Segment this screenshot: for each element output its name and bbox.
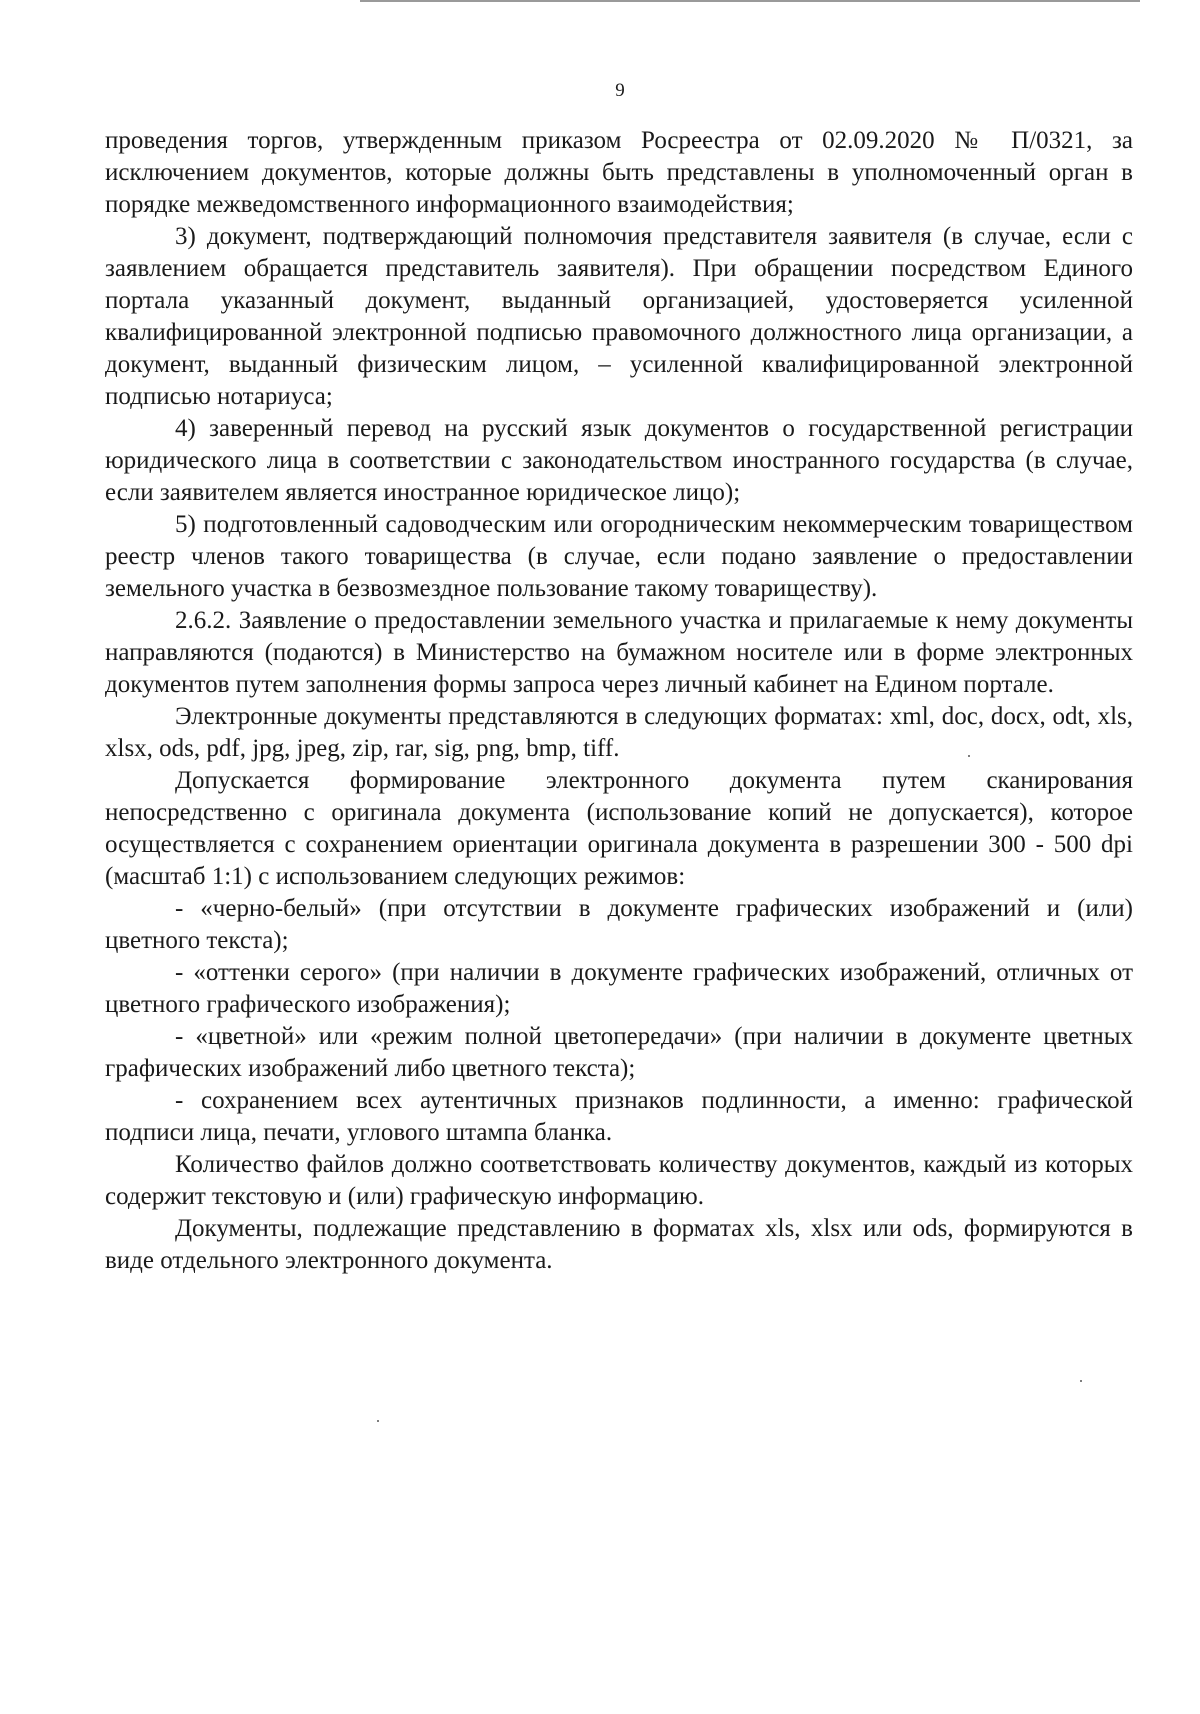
paragraph-item-3: 3) документ, подтверждающий полномочия представителя заявителя (в случае, если с заявлением обращается представитель заявителя). При обращении посредством Единого портала указанный документ, выданный организацией, удостоверяется усиленной квалифицированной электронной подписью правомочного должностного лица организации, а документ, выданный физическим лицом, – усиленной квалифицированной электронной подписью нотариуса;: [105, 223, 1133, 410]
scan-speck: [1080, 1380, 1082, 1382]
paragraph-scanning: Допускается формирование электронного документа путем сканирования непосредственно с оригинала документа (использование копий не допускается), которое осуществляется с сохранением ориентации оригинала документа в разрешении 300 - 500 dpi (масштаб 1:1) с использованием следующих режимов:: [105, 767, 1133, 890]
paragraph-mode-gray: - «оттенки серого» (при наличии в документе графических изображений, отличных от цветного графического изображения);: [105, 959, 1133, 1018]
scan-speck: [968, 755, 970, 757]
paragraph-mode-bw: - «черно-белый» (при отсутствии в документе графических изображений и (или) цветного текста);: [105, 895, 1133, 954]
page-number: 9: [615, 80, 625, 101]
scan-top-edge: [360, 0, 1140, 2]
paragraph-formats: Электронные документы представляются в следующих форматах: xml, doc, docx, odt, xls, xlsx, ods, pdf, jpg, jpeg, zip, rar, sig, png, bmp, tiff.: [105, 703, 1133, 762]
paragraph-item-5: 5) подготовленный садоводческим или огородническим некоммерческим товариществом реестр членов такого товарищества (в случае, если подано заявление о предоставлении земельного участка в безвозмездное пользование такому товариществу).: [105, 511, 1133, 602]
paragraph-spreadsheets: Документы, подлежащие представлению в форматах xls, xlsx или ods, формируются в виде отдельного электронного документа.: [105, 1215, 1133, 1274]
paragraph-2-6-2: 2.6.2. Заявление о предоставлении земельного участка и прилагаемые к нему документы направляются (подаются) в Министерство на бумажном носителе или в форме электронных документов путем заполнения формы запроса через личный кабинет на Едином портале.: [105, 607, 1133, 698]
paragraph-file-count: Количество файлов должно соответствовать количеству документов, каждый из которых содержит текстовую и (или) графическую информацию.: [105, 1151, 1133, 1210]
paragraph-continuation: проведения торгов, утвержденным приказом Росреестра от 02.09.2020 № П/0321, за исключением документов, которые должны быть представлены в уполномоченный орган в порядке межведомственного информационного взаимодействия;: [105, 127, 1133, 218]
scan-speck: [377, 1420, 379, 1422]
paragraph-mode-color: - «цветной» или «режим полной цветопередачи» (при наличии в документе цветных графических изображений либо цветного текста);: [105, 1023, 1133, 1082]
paragraph-authenticity: - сохранением всех аутентичных признаков подлинности, а именно: графической подписи лица, печати, углового штампа бланка.: [105, 1087, 1133, 1146]
paragraph-item-4: 4) заверенный перевод на русский язык документов о государственной регистрации юридического лица в соответствии с законодательством иностранного государства (в случае, если заявителем является иностранное юридическое лицо);: [105, 415, 1133, 506]
document-body: [105, 125, 1133, 1277]
